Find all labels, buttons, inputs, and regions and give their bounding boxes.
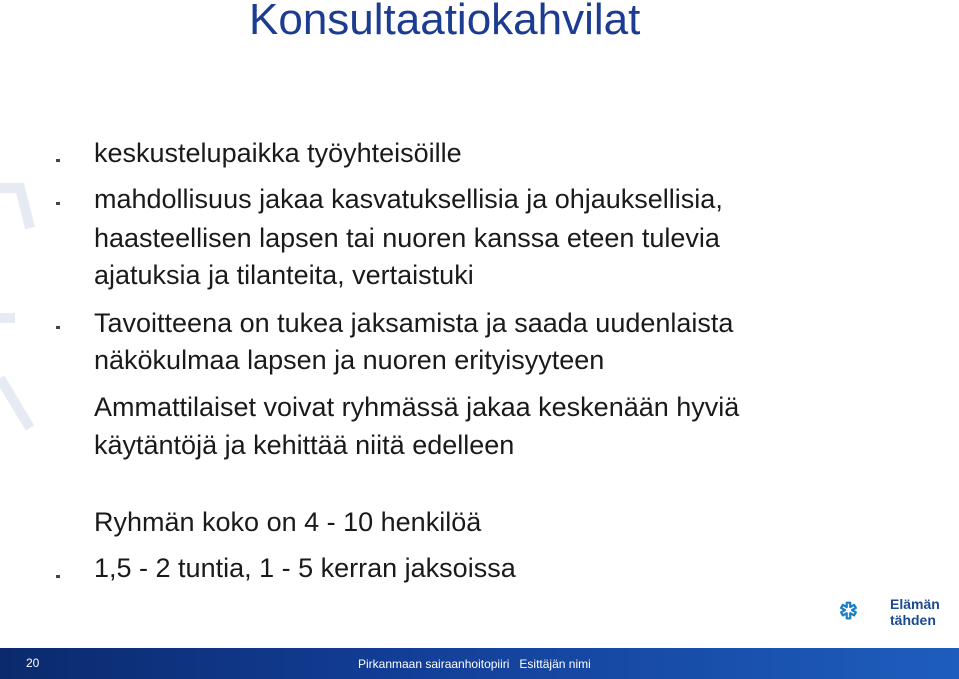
slide-title: Konsultaatiokahvilat xyxy=(249,0,641,44)
page-number: 20 xyxy=(26,656,40,670)
body-line: käytäntöjä ja kehittää niitä edelleen xyxy=(94,430,515,460)
body-line: ajatuksia ja tilanteita, vertaistuki xyxy=(94,260,474,290)
logo-wordmark xyxy=(890,596,940,628)
body-line: keskustelupaikka työyhteisöille xyxy=(94,138,462,168)
bullet-marker xyxy=(56,575,60,578)
body-line: näkökulmaa lapsen ja nuoren erityisyyteen xyxy=(94,345,605,375)
body-line: haasteellisen lapsen tai nuoren kanssa eteen tulevia xyxy=(94,223,720,253)
body-line: 1,5 - 2 tuntia, 1 - 5 kerran jaksoissa xyxy=(94,553,516,583)
logo-line-1: Elämän xyxy=(890,596,940,612)
logo-line-2: tähden xyxy=(890,612,936,628)
footer-bar xyxy=(0,648,959,679)
bullet-marker xyxy=(56,326,60,329)
star-of-life-watermark xyxy=(0,168,48,468)
footer-text: Pirkanmaan sairaanhoitopiiri Esittäjän nimi xyxy=(358,657,591,671)
body-line: Ammattilaiset voivat ryhmässä jakaa keskenään hyviä xyxy=(94,392,740,422)
body-line: Tavoitteena on tukea jaksamista ja saada uudenlaista xyxy=(94,308,734,338)
elaman-tahden-logo-icon xyxy=(838,588,886,634)
bullet-marker xyxy=(56,202,60,205)
body-line: Ryhmän koko on 4 - 10 henkilöä xyxy=(94,507,482,537)
bullet-marker xyxy=(56,159,60,162)
body-line: mahdollisuus jakaa kasvatuksellisia ja ohjauksellisia, xyxy=(94,184,723,214)
